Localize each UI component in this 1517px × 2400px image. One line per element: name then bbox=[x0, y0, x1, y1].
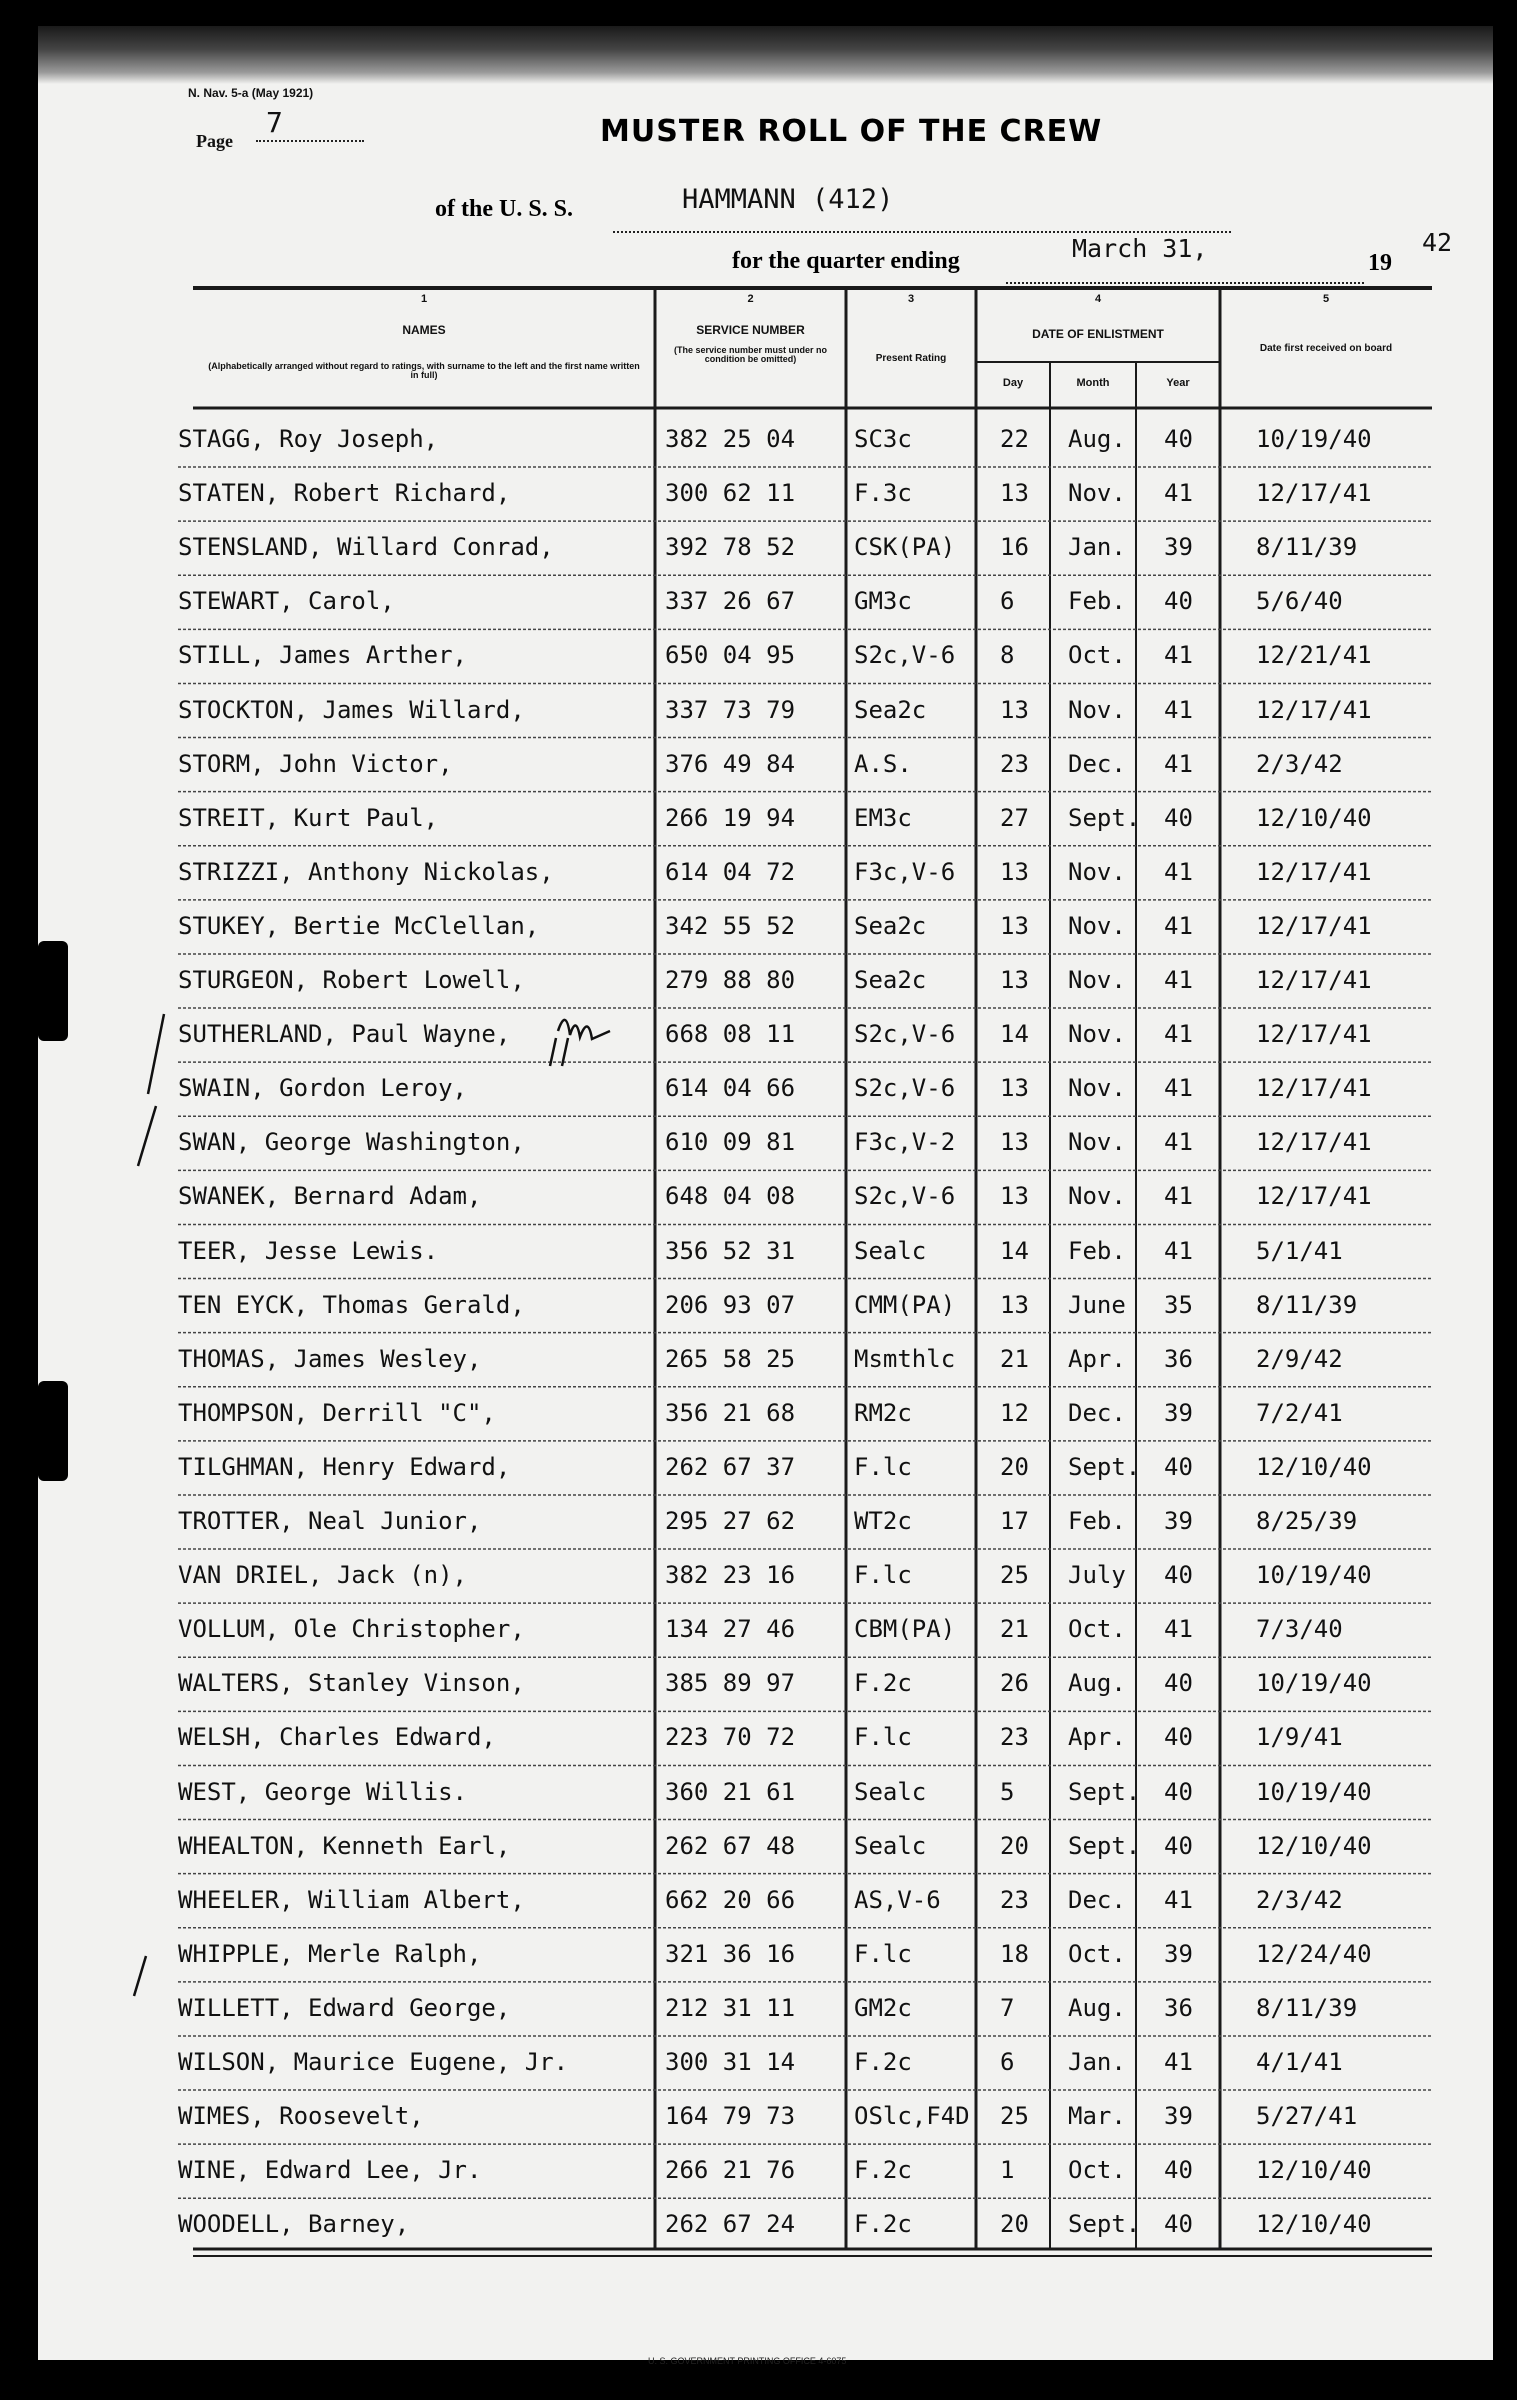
cell-name: STREIT, Kurt Paul, bbox=[178, 803, 439, 832]
cell-year: 41 bbox=[1164, 749, 1193, 778]
cell-received: 2/3/42 bbox=[1256, 1885, 1343, 1914]
cell-rating: F.lc bbox=[854, 1561, 912, 1590]
cell-year: 39 bbox=[1164, 2102, 1193, 2131]
cell-rating: F.2c bbox=[854, 2210, 912, 2239]
cell-received: 7/2/41 bbox=[1256, 1398, 1343, 1427]
cell-name: WHEELER, William Albert, bbox=[178, 1885, 525, 1914]
cell-name: STATEN, Robert Richard, bbox=[178, 479, 511, 508]
cell-received: 8/25/39 bbox=[1256, 1507, 1358, 1535]
cell-rating: Sea2c bbox=[854, 695, 927, 724]
cell-day: 20 bbox=[1000, 1831, 1029, 1860]
cell-rating: OSlc,F4D bbox=[854, 2102, 970, 2131]
cell-name: THOMAS, James Wesley, bbox=[178, 1344, 482, 1373]
cell-month: Sept. bbox=[1068, 1452, 1141, 1481]
cell-day: 26 bbox=[1000, 1669, 1029, 1698]
cell-month: Aug. bbox=[1068, 1993, 1126, 2022]
cell-year: 41 bbox=[1164, 911, 1193, 940]
cell-service: 342 55 52 bbox=[665, 911, 796, 940]
cell-year: 41 bbox=[1164, 641, 1193, 670]
cell-name: WALTERS, Stanley Vinson, bbox=[178, 1669, 525, 1698]
cell-month: Sept. bbox=[1068, 803, 1141, 832]
cell-month: Mar. bbox=[1068, 2102, 1126, 2131]
col-rating-number: 3 bbox=[907, 293, 915, 305]
cell-name: WELSH, Charles Edward, bbox=[178, 1723, 496, 1752]
cell-year: 40 bbox=[1164, 587, 1193, 616]
cell-year: 40 bbox=[1164, 425, 1193, 453]
cell-day: 23 bbox=[1000, 1885, 1029, 1914]
cell-service: 614 04 66 bbox=[665, 1074, 796, 1103]
cell-rating: F.2c bbox=[854, 2156, 912, 2185]
cell-rating: Sealc bbox=[854, 1777, 927, 1806]
cell-service: 376 49 84 bbox=[665, 749, 796, 778]
cell-month: Feb. bbox=[1068, 1236, 1126, 1265]
cell-received: 8/11/39 bbox=[1256, 1993, 1358, 2022]
cell-day: 13 bbox=[1000, 1074, 1029, 1103]
cell-month: Sept. bbox=[1068, 2210, 1141, 2239]
cell-year: 41 bbox=[1164, 1236, 1193, 1265]
cell-rating: S2c,V-6 bbox=[854, 1182, 956, 1211]
col-rating-title: Present Rating bbox=[875, 353, 947, 364]
cell-day: 20 bbox=[1000, 2210, 1029, 2239]
cell-name: WILSON, Maurice Eugene, Jr. bbox=[178, 2048, 569, 2076]
cell-year: 39 bbox=[1164, 1507, 1193, 1535]
cell-service: 385 89 97 bbox=[665, 1669, 796, 1698]
cell-day: 6 bbox=[1000, 2048, 1015, 2076]
cell-day: 13 bbox=[1000, 479, 1029, 508]
cell-day: 17 bbox=[1000, 1507, 1029, 1535]
cell-day: 13 bbox=[1000, 857, 1029, 886]
cell-name: WIMES, Roosevelt, bbox=[178, 2102, 424, 2131]
cell-received: 5/27/41 bbox=[1256, 2102, 1358, 2131]
cell-month: Apr. bbox=[1068, 1723, 1126, 1752]
cell-service: 392 78 52 bbox=[665, 533, 796, 562]
cell-month: Aug. bbox=[1068, 425, 1126, 453]
cell-month: July bbox=[1068, 1561, 1126, 1590]
cell-name: WEST, George Willis. bbox=[178, 1777, 467, 1806]
page-label: Page bbox=[196, 131, 233, 151]
cell-day: 12 bbox=[1000, 1398, 1029, 1427]
cell-service: 164 79 73 bbox=[665, 2102, 796, 2131]
col-received-number: 5 bbox=[1322, 293, 1330, 305]
cell-rating: F.2c bbox=[854, 2048, 912, 2076]
cell-rating: Sea2c bbox=[854, 966, 927, 994]
cell-received: 12/17/41 bbox=[1256, 1074, 1372, 1103]
cell-year: 41 bbox=[1164, 1885, 1193, 1914]
cell-month: Jan. bbox=[1068, 2048, 1126, 2076]
cell-name: WHIPPLE, Merle Ralph, bbox=[178, 1939, 482, 1968]
cell-received: 12/17/41 bbox=[1256, 911, 1372, 940]
cell-name: STILL, James Arther, bbox=[178, 641, 467, 670]
cell-year: 40 bbox=[1164, 1777, 1193, 1806]
cell-name: TILGHMAN, Henry Edward, bbox=[178, 1452, 511, 1481]
cell-month: Nov. bbox=[1068, 911, 1126, 940]
cell-received: 4/1/41 bbox=[1256, 2048, 1343, 2076]
cell-name: SWAN, George Washington, bbox=[178, 1128, 525, 1157]
cell-year: 40 bbox=[1164, 1561, 1193, 1590]
cell-rating: CMM(PA) bbox=[854, 1290, 956, 1319]
cell-day: 13 bbox=[1000, 695, 1029, 724]
cell-received: 2/9/42 bbox=[1256, 1344, 1343, 1373]
cell-name: SWANEK, Bernard Adam, bbox=[178, 1182, 482, 1211]
cell-rating: F.lc bbox=[854, 1939, 912, 1968]
cell-name: VAN DRIEL, Jack (n), bbox=[178, 1561, 467, 1590]
cell-day: 21 bbox=[1000, 1344, 1029, 1373]
cell-service: 382 23 16 bbox=[665, 1561, 796, 1590]
col-service-number: 2 bbox=[747, 293, 754, 305]
cell-rating: A.S. bbox=[854, 749, 912, 778]
cell-rating: CBM(PA) bbox=[854, 1615, 956, 1644]
cell-received: 12/17/41 bbox=[1256, 966, 1372, 994]
cell-name: TROTTER, Neal Junior, bbox=[178, 1507, 482, 1535]
cell-year: 35 bbox=[1164, 1290, 1193, 1319]
col-service-note: (The service number must under no condition be omitted) bbox=[673, 345, 828, 365]
cell-received: 2/3/42 bbox=[1256, 749, 1343, 778]
cell-received: 12/10/40 bbox=[1256, 2210, 1372, 2239]
cell-name: STAGG, Roy Joseph, bbox=[178, 425, 439, 453]
cell-service: 266 19 94 bbox=[665, 803, 796, 832]
cell-month: Jan. bbox=[1068, 533, 1126, 562]
cell-rating: WT2c bbox=[854, 1507, 912, 1535]
cell-service: 360 21 61 bbox=[665, 1777, 796, 1806]
cell-received: 12/17/41 bbox=[1256, 1020, 1372, 1049]
cell-service: 279 88 80 bbox=[665, 966, 796, 994]
cell-day: 7 bbox=[1000, 1993, 1015, 2022]
cell-month: Nov. bbox=[1068, 1128, 1126, 1157]
cell-received: 12/10/40 bbox=[1256, 803, 1372, 832]
cell-received: 1/9/41 bbox=[1256, 1723, 1343, 1752]
cell-received: 12/10/40 bbox=[1256, 2156, 1372, 2185]
col-service-title: SERVICE NUMBER bbox=[696, 323, 805, 337]
cell-year: 41 bbox=[1164, 1074, 1193, 1103]
ship-name: HAMMANN (412) bbox=[682, 184, 894, 215]
cell-month: Nov. bbox=[1068, 1182, 1126, 1211]
cell-service: 223 70 72 bbox=[665, 1723, 796, 1752]
cell-received: 10/19/40 bbox=[1256, 1669, 1372, 1698]
cell-day: 23 bbox=[1000, 1723, 1029, 1752]
cell-month: Oct. bbox=[1068, 641, 1126, 670]
cell-received: 10/19/40 bbox=[1256, 425, 1372, 453]
cell-year: 40 bbox=[1164, 803, 1193, 832]
cell-received: 7/3/40 bbox=[1256, 1615, 1343, 1644]
col-names-title: NAMES bbox=[402, 323, 446, 337]
cell-rating: Msmthlc bbox=[854, 1344, 956, 1373]
cell-month: Nov. bbox=[1068, 966, 1126, 994]
cell-received: 8/11/39 bbox=[1256, 533, 1358, 562]
cell-received: 12/21/41 bbox=[1256, 641, 1372, 670]
col-enlistment-month: Month bbox=[1076, 377, 1110, 389]
cell-name: SUTHERLAND, Paul Wayne, bbox=[178, 1020, 511, 1049]
cell-rating: F3c,V-6 bbox=[854, 857, 956, 886]
cell-name: STRIZZI, Anthony Nickolas, bbox=[178, 857, 554, 886]
cell-month: Nov. bbox=[1068, 857, 1126, 886]
printing-office-footer: U. S. GOVERNMENT PRINTING OFFICE 4-6075 bbox=[648, 2356, 847, 2366]
quarter-year-prefix: 19 bbox=[1368, 250, 1392, 276]
cell-service: 614 04 72 bbox=[665, 857, 796, 886]
cell-day: 18 bbox=[1000, 1939, 1029, 1968]
cell-rating: EM3c bbox=[854, 803, 912, 832]
cell-month: Dec. bbox=[1068, 1885, 1126, 1914]
cell-rating: F.lc bbox=[854, 1452, 912, 1481]
cell-rating: Sea2c bbox=[854, 911, 927, 940]
cell-received: 12/17/41 bbox=[1256, 1182, 1372, 1211]
cell-month: Feb. bbox=[1068, 587, 1126, 616]
cell-month: Dec. bbox=[1068, 1398, 1126, 1427]
cell-rating: F.lc bbox=[854, 1723, 912, 1752]
cell-rating: F.3c bbox=[854, 479, 912, 508]
cell-rating: RM2c bbox=[854, 1398, 912, 1427]
cell-rating: Sealc bbox=[854, 1236, 927, 1265]
cell-service: 668 08 11 bbox=[665, 1020, 796, 1049]
cell-year: 41 bbox=[1164, 479, 1193, 508]
cell-rating: S2c,V-6 bbox=[854, 641, 956, 670]
cell-day: 21 bbox=[1000, 1615, 1029, 1644]
cell-month: Aug. bbox=[1068, 1669, 1126, 1698]
cell-received: 12/17/41 bbox=[1256, 857, 1372, 886]
cell-day: 16 bbox=[1000, 533, 1029, 562]
col-received-title: Date first received on board bbox=[1259, 343, 1393, 354]
cell-received: 12/17/41 bbox=[1256, 695, 1372, 724]
cell-year: 41 bbox=[1164, 2048, 1193, 2076]
cell-service: 648 04 08 bbox=[665, 1182, 796, 1211]
cell-service: 134 27 46 bbox=[665, 1615, 796, 1644]
cell-year: 40 bbox=[1164, 2210, 1193, 2239]
cell-name: STENSLAND, Willard Conrad, bbox=[178, 533, 554, 562]
cell-name: SWAIN, Gordon Leroy, bbox=[178, 1074, 467, 1103]
cell-service: 262 67 48 bbox=[665, 1831, 796, 1860]
cell-month: Apr. bbox=[1068, 1344, 1126, 1373]
cell-year: 41 bbox=[1164, 1615, 1193, 1644]
cell-month: Nov. bbox=[1068, 1074, 1126, 1103]
cell-year: 41 bbox=[1164, 695, 1193, 724]
quarter-year-suffix: 42 bbox=[1422, 228, 1453, 257]
cell-year: 36 bbox=[1164, 1993, 1193, 2022]
cell-name: STOCKTON, James Willard, bbox=[178, 695, 525, 724]
cell-month: Sept. bbox=[1068, 1831, 1141, 1860]
cell-year: 41 bbox=[1164, 1020, 1193, 1049]
cell-day: 13 bbox=[1000, 1128, 1029, 1157]
cell-year: 39 bbox=[1164, 533, 1193, 562]
col-names-note: (Alphabetically arranged without regard to ratings, with surname to the left and the first name written in full) bbox=[208, 361, 640, 381]
cell-name: THOMPSON, Derrill "C", bbox=[178, 1398, 496, 1427]
page-title: MUSTER ROLL OF THE CREW bbox=[600, 114, 1103, 149]
cell-service: 212 31 11 bbox=[665, 1993, 796, 2022]
cell-service: 662 20 66 bbox=[665, 1885, 796, 1914]
cell-day: 13 bbox=[1000, 1290, 1029, 1319]
cell-name: WILLETT, Edward George, bbox=[178, 1993, 511, 2022]
cell-service: 206 93 07 bbox=[665, 1290, 796, 1319]
cell-service: 300 31 14 bbox=[665, 2048, 796, 2076]
col-enlistment-day: Day bbox=[1002, 377, 1024, 389]
cell-year: 40 bbox=[1164, 1452, 1193, 1481]
cell-received: 10/19/40 bbox=[1256, 1561, 1372, 1590]
cell-service: 610 09 81 bbox=[665, 1128, 796, 1157]
cell-received: 12/10/40 bbox=[1256, 1831, 1372, 1860]
cell-received: 5/6/40 bbox=[1256, 587, 1343, 616]
cell-month: Oct. bbox=[1068, 1939, 1126, 1968]
cell-month: Oct. bbox=[1068, 1615, 1126, 1644]
cell-name: WINE, Edward Lee, Jr. bbox=[178, 2156, 482, 2185]
cell-service: 356 21 68 bbox=[665, 1398, 796, 1427]
cell-day: 20 bbox=[1000, 1452, 1029, 1481]
cell-name: TEER, Jesse Lewis. bbox=[178, 1236, 439, 1265]
cell-year: 41 bbox=[1164, 1128, 1193, 1157]
col-enlistment-number: 4 bbox=[1094, 293, 1102, 305]
document-page bbox=[38, 26, 1493, 2366]
cell-rating: Sealc bbox=[854, 1831, 927, 1860]
cell-service: 356 52 31 bbox=[665, 1236, 796, 1265]
cell-day: 1 bbox=[1000, 2156, 1015, 2185]
cell-day: 13 bbox=[1000, 911, 1029, 940]
cell-month: Feb. bbox=[1068, 1507, 1126, 1535]
cell-service: 295 27 62 bbox=[665, 1507, 796, 1535]
col-names-number: 1 bbox=[420, 293, 428, 305]
cell-month: Nov. bbox=[1068, 479, 1126, 508]
cell-received: 12/24/40 bbox=[1256, 1939, 1372, 1968]
cell-rating: S2c,V-6 bbox=[854, 1074, 956, 1103]
cell-service: 337 73 79 bbox=[665, 695, 796, 724]
cell-day: 13 bbox=[1000, 1182, 1029, 1211]
cell-name: STURGEON, Robert Lowell, bbox=[178, 966, 525, 994]
cell-service: 265 58 25 bbox=[665, 1344, 796, 1373]
cell-service: 266 21 76 bbox=[665, 2156, 796, 2185]
cell-year: 41 bbox=[1164, 1182, 1193, 1211]
cell-name: TEN EYCK, Thomas Gerald, bbox=[178, 1290, 525, 1319]
cell-received: 8/11/39 bbox=[1256, 1290, 1358, 1319]
cell-rating: GM2c bbox=[854, 1993, 912, 2022]
cell-year: 41 bbox=[1164, 966, 1193, 994]
ship-label: of the U. S. S. bbox=[435, 196, 574, 222]
cell-month: Dec. bbox=[1068, 749, 1126, 778]
cell-year: 40 bbox=[1164, 2156, 1193, 2185]
form-id: N. Nav. 5-a (May 1921) bbox=[188, 86, 314, 100]
cell-rating: CSK(PA) bbox=[854, 533, 956, 562]
cell-day: 8 bbox=[1000, 641, 1015, 670]
cell-service: 300 62 11 bbox=[665, 479, 796, 508]
cell-received: 12/10/40 bbox=[1256, 1452, 1372, 1481]
col-enlistment-year: Year bbox=[1166, 377, 1190, 389]
cell-month: June bbox=[1068, 1290, 1126, 1319]
cell-year: 41 bbox=[1164, 857, 1193, 886]
cell-year: 39 bbox=[1164, 1398, 1193, 1427]
cell-month: Nov. bbox=[1068, 1020, 1126, 1049]
cell-day: 14 bbox=[1000, 1020, 1029, 1049]
cell-day: 5 bbox=[1000, 1777, 1015, 1806]
cell-day: 6 bbox=[1000, 587, 1015, 616]
cell-name: VOLLUM, Ole Christopher, bbox=[178, 1615, 525, 1644]
cell-year: 40 bbox=[1164, 1723, 1193, 1752]
cell-month: Nov. bbox=[1068, 695, 1126, 724]
cell-year: 39 bbox=[1164, 1939, 1193, 1968]
cell-service: 650 04 95 bbox=[665, 641, 796, 670]
cell-year: 36 bbox=[1164, 1344, 1193, 1373]
cell-name: WOODELL, Barney, bbox=[178, 2210, 410, 2239]
cell-day: 27 bbox=[1000, 803, 1029, 832]
cell-name: STEWART, Carol, bbox=[178, 587, 395, 616]
cell-received: 10/19/40 bbox=[1256, 1777, 1372, 1806]
cell-rating: AS,V-6 bbox=[854, 1885, 941, 1914]
cell-year: 40 bbox=[1164, 1831, 1193, 1860]
cell-month: Sept. bbox=[1068, 1777, 1141, 1806]
cell-year: 40 bbox=[1164, 1669, 1193, 1698]
cell-received: 12/17/41 bbox=[1256, 479, 1372, 508]
cell-name: STUKEY, Bertie McClellan, bbox=[178, 911, 540, 940]
cell-service: 262 67 37 bbox=[665, 1452, 796, 1481]
cell-day: 13 bbox=[1000, 966, 1029, 994]
cell-service: 382 25 04 bbox=[665, 425, 796, 453]
cell-service: 321 36 16 bbox=[665, 1939, 796, 1968]
cell-rating: F3c,V-2 bbox=[854, 1128, 956, 1157]
cell-service: 337 26 67 bbox=[665, 587, 796, 616]
cell-day: 14 bbox=[1000, 1236, 1029, 1265]
cell-rating: S2c,V-6 bbox=[854, 1020, 956, 1049]
cell-rating: SC3c bbox=[854, 425, 912, 453]
quarter-date: March 31, bbox=[1072, 234, 1208, 263]
cell-rating: GM3c bbox=[854, 587, 912, 616]
col-enlistment-title: DATE OF ENLISTMENT bbox=[1032, 327, 1164, 341]
cell-day: 25 bbox=[1000, 2102, 1029, 2131]
cell-name: STORM, John Victor, bbox=[178, 749, 453, 778]
cell-day: 25 bbox=[1000, 1561, 1029, 1590]
cell-received: 5/1/41 bbox=[1256, 1236, 1343, 1265]
cell-day: 23 bbox=[1000, 749, 1029, 778]
cell-received: 12/17/41 bbox=[1256, 1128, 1372, 1157]
cell-rating: F.2c bbox=[854, 1669, 912, 1698]
cell-service: 262 67 24 bbox=[665, 2210, 796, 2239]
cell-month: Oct. bbox=[1068, 2156, 1126, 2185]
quarter-label: for the quarter ending bbox=[732, 248, 960, 274]
page-number: 7 bbox=[266, 106, 283, 139]
cell-name: WHEALTON, Kenneth Earl, bbox=[178, 1831, 511, 1860]
cell-day: 22 bbox=[1000, 425, 1029, 453]
